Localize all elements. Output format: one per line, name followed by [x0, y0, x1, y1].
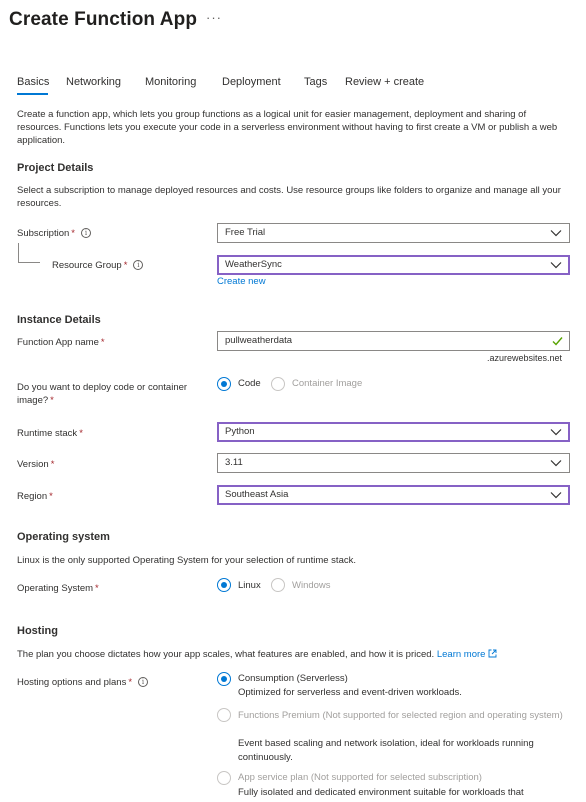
- runtime-stack-label-text: Runtime stack: [17, 428, 78, 439]
- learn-more-link[interactable]: Learn more: [436, 649, 486, 660]
- checkmark-icon: [552, 336, 563, 346]
- hosting-appservice-description: Fully isolated and dedicated environment suitable for workloads that: [238, 787, 524, 798]
- region-dropdown[interactable]: [217, 485, 570, 505]
- resource-group-dropdown[interactable]: [217, 255, 570, 275]
- required-marker: *: [95, 583, 99, 594]
- version-label-text: Version: [17, 459, 49, 470]
- required-marker: *: [50, 459, 55, 470]
- version-value: 3.11: [225, 457, 243, 468]
- deploy-type-label: [17, 381, 212, 407]
- chevron-down-icon: [550, 261, 562, 269]
- required-marker: *: [100, 337, 105, 348]
- required-marker: *: [49, 491, 53, 502]
- hosting-premium-radio[interactable]: [217, 708, 231, 722]
- region-label: [17, 490, 53, 503]
- required-marker: *: [50, 395, 54, 406]
- tab-active-indicator: [17, 93, 48, 95]
- deploy-container-radio[interactable]: [271, 377, 285, 391]
- version-label: [17, 458, 54, 471]
- required-marker: *: [79, 428, 83, 439]
- deploy-type-label-text: Do you want to deploy code or container image?: [17, 382, 188, 406]
- deploy-code-radio[interactable]: [217, 377, 231, 391]
- project-details-heading: Project Details: [17, 162, 94, 174]
- hosting-appservice-title[interactable]: App service plan (Not supported for selected subscription): [238, 772, 482, 783]
- chevron-down-icon: [550, 459, 562, 467]
- chevron-down-icon: [550, 428, 562, 436]
- project-details-description: Select a subscription to manage deployed resources and costs. Use resource groups like folders to organize and manage all your resources.: [17, 185, 561, 209]
- subscription-value: Free Trial: [225, 227, 266, 238]
- operating-system-description: Linux is the only supported Operating System for your selection of runtime stack.: [17, 555, 356, 566]
- hosting-consumption-title[interactable]: Consumption (Serverless): [238, 673, 348, 684]
- function-app-name-value: pullweatherdata: [225, 335, 293, 346]
- os-linux-label[interactable]: Linux: [238, 580, 261, 591]
- tab-basics[interactable]: Basics: [17, 76, 50, 88]
- tab-tags[interactable]: Tags: [304, 76, 328, 88]
- resource-group-label-text: Resource Group: [52, 260, 122, 271]
- tab-networking[interactable]: Networking: [66, 76, 122, 88]
- runtime-stack-dropdown[interactable]: [217, 422, 570, 442]
- app-name-label-text: Function App name: [17, 337, 99, 348]
- resource-group-value: WeatherSync: [225, 259, 282, 270]
- hosting-options-label-text: Hosting options and plans: [17, 677, 127, 688]
- hosting-premium-description: Event based scaling and network isolation, ideal for workloads running continuously.: [238, 738, 534, 763]
- chevron-down-icon: [550, 491, 562, 499]
- subscription-dropdown[interactable]: [217, 223, 570, 243]
- instance-details-heading: Instance Details: [17, 314, 101, 326]
- external-link-icon: [488, 649, 497, 658]
- hosting-options-label: [17, 676, 148, 689]
- hosting-consumption-description: Optimized for serverless and event-driven workloads.: [238, 687, 462, 698]
- hosting-appservice-radio[interactable]: [217, 771, 231, 785]
- os-windows-label[interactable]: Windows: [292, 580, 331, 591]
- create-new-link[interactable]: Create new: [217, 276, 266, 287]
- chevron-down-icon: [550, 229, 562, 237]
- required-marker: *: [71, 228, 75, 239]
- version-dropdown[interactable]: [217, 453, 570, 473]
- runtime-stack-value: Python: [225, 426, 255, 437]
- hosting-premium-title[interactable]: Functions Premium (Not supported for selected region and operating system): [238, 710, 563, 721]
- tab-review-create[interactable]: Review + create: [345, 76, 425, 88]
- domain-suffix: .azurewebsites.net: [487, 353, 563, 363]
- os-windows-radio[interactable]: [271, 578, 285, 592]
- operating-system-label-text: Operating System: [17, 583, 94, 594]
- intro-text: Create a function app, which lets you group functions as a logical unit for easier management, deployment and sharing of resources. Functions lets you execute your code in a serverless environment without having to first create a VM or publish a web application.: [17, 109, 558, 146]
- os-linux-radio[interactable]: [217, 578, 231, 592]
- info-icon[interactable]: i: [138, 677, 148, 687]
- tree-connector-horizontal: [18, 262, 40, 263]
- required-marker: *: [123, 260, 128, 271]
- region-value: Southeast Asia: [225, 489, 289, 500]
- runtime-stack-label: [17, 427, 83, 440]
- subscription-label: [17, 227, 91, 240]
- resource-group-label: [52, 259, 143, 272]
- tab-monitoring[interactable]: Monitoring: [145, 76, 197, 88]
- function-app-name-input[interactable]: [217, 331, 570, 351]
- hosting-consumption-radio[interactable]: [217, 672, 231, 686]
- hosting-description: [17, 648, 573, 661]
- subscription-label-text: Subscription: [17, 228, 70, 239]
- more-options-button[interactable]: ···: [206, 10, 222, 25]
- deploy-container-label[interactable]: Container Image: [292, 378, 363, 389]
- tree-connector-vertical: [18, 243, 19, 262]
- required-marker: *: [128, 677, 133, 688]
- app-name-label: [17, 336, 105, 349]
- hosting-heading: Hosting: [17, 625, 58, 637]
- info-icon[interactable]: i: [81, 228, 91, 238]
- info-icon[interactable]: i: [133, 260, 143, 270]
- tab-deployment[interactable]: Deployment: [222, 76, 281, 88]
- hosting-description-text: The plan you choose dictates how your app scales, what features are enabled, and how it is priced.: [17, 649, 435, 660]
- region-label-text: Region: [17, 491, 48, 502]
- deploy-code-label[interactable]: Code: [238, 378, 261, 389]
- page-title: Create Function App: [9, 9, 198, 30]
- operating-system-heading: Operating system: [17, 531, 110, 543]
- operating-system-label: [17, 582, 99, 595]
